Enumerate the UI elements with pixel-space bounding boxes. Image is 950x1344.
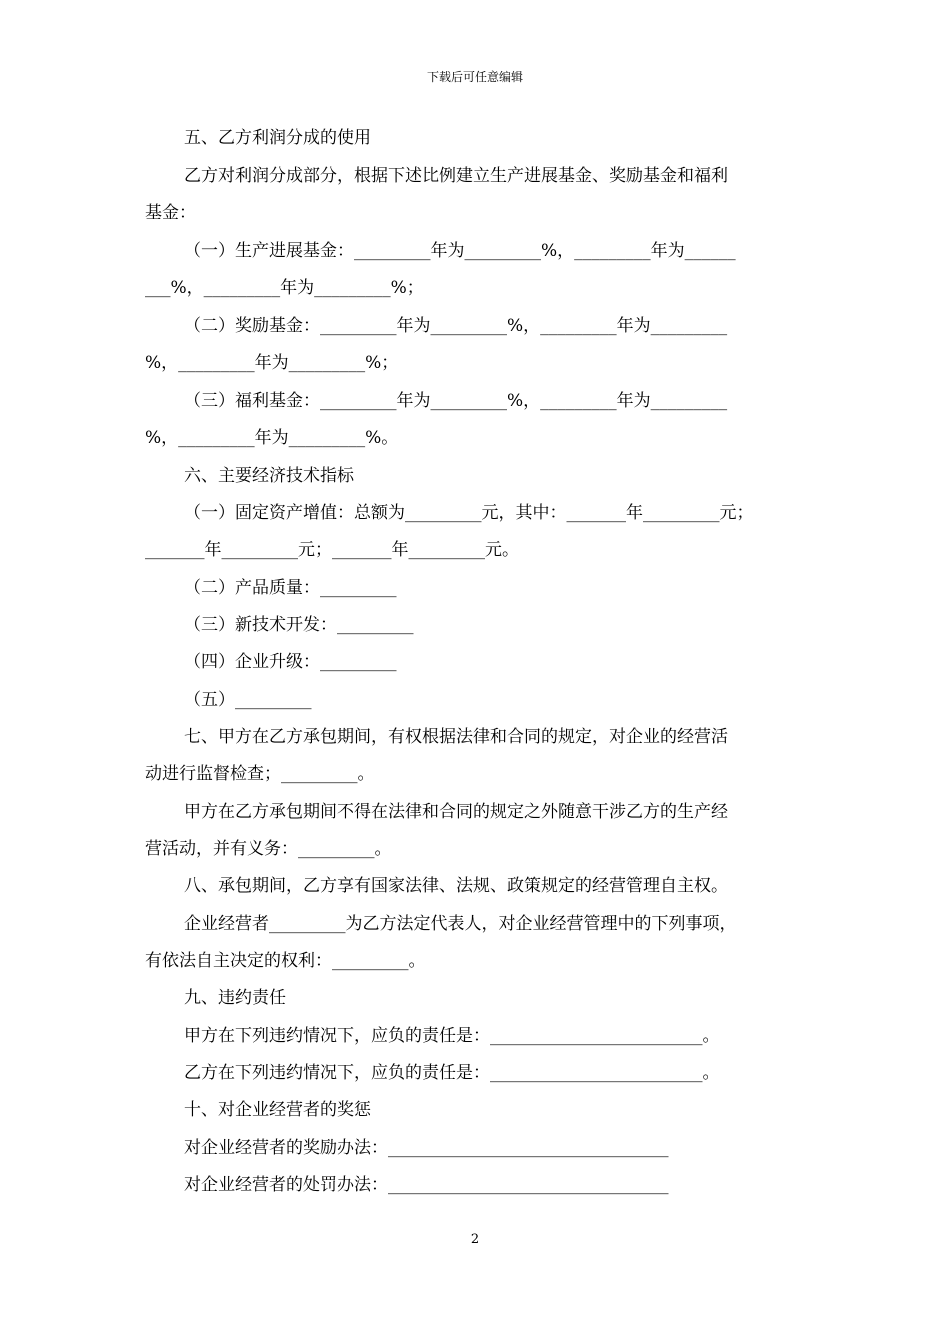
section-10-heading: 十、对企业经营者的奖惩 [184,1100,371,1120]
paragraph-line: %，_________年为_________%； [145,353,399,373]
paragraph-line: （一）固定资产增值：总额为_________元，其中：_______年_________元； [184,503,754,523]
page-header: 下载后可任意编辑 [426,70,523,84]
section-9-heading: 九、违约责任 [184,988,286,1008]
paragraph-line: （三）福利基金：_________年为_________%，_________年为_________ [184,391,728,411]
paragraph-line: %，_________年为_________%。 [145,428,399,448]
paragraph-line: 对企业经营者的处罚办法：_________________________________ [184,1175,669,1195]
paragraph-line: 动进行监督检查；_________。 [145,764,375,784]
paragraph-line: （四）企业升级：_________ [184,652,397,672]
paragraph-line: （一）生产进展基金：_________年为_________%，_________年为______ [184,241,736,261]
paragraph-line: 对企业经营者的奖励办法：_________________________________ [184,1138,669,1158]
paragraph-line: 企业经营者_________为乙方法定代表人，对企业经营管理中的下列事项， [184,914,737,934]
paragraph-line: （五）_________ [184,690,312,710]
paragraph-line: 营活动，并有义务：_________。 [145,839,392,859]
paragraph-line: 基金： [145,203,196,223]
section-7-heading: 七、甲方在乙方承包期间，有权根据法律和合同的规定，对企业的经营活 [184,727,728,747]
paragraph-line: 甲方在下列违约情况下，应负的责任是：_________________________。 [184,1026,720,1046]
paragraph-line: （二）产品质量：_________ [184,578,397,598]
paragraph-line: 乙方对利润分成部分，根据下述比例建立生产进展基金、奖励基金和福利 [184,166,728,186]
section-8-heading: 八、承包期间，乙方享有国家法律、法规、政策规定的经营管理自主权。 [184,876,728,896]
paragraph-line: （二）奖励基金：_________年为_________%，_________年为_________ [184,316,728,336]
paragraph-line: ___%，_________年为_________%； [145,278,424,298]
section-6-heading: 六、主要经济技术指标 [184,466,354,486]
paragraph-line: （三）新技术开发：_________ [184,615,414,635]
paragraph-line: 乙方在下列违约情况下，应负的责任是：_________________________。 [184,1063,720,1083]
paragraph-line: _______年_________元；_______年_________元。 [145,540,519,560]
page-number: 2 [470,1232,480,1247]
paragraph-line: 有依法自主决定的权利：_________。 [145,951,426,971]
section-5-heading: 五、乙方利润分成的使用 [184,128,371,148]
paragraph-line: 甲方在乙方承包期间不得在法律和合同的规定之外随意干涉乙方的生产经 [184,802,728,822]
